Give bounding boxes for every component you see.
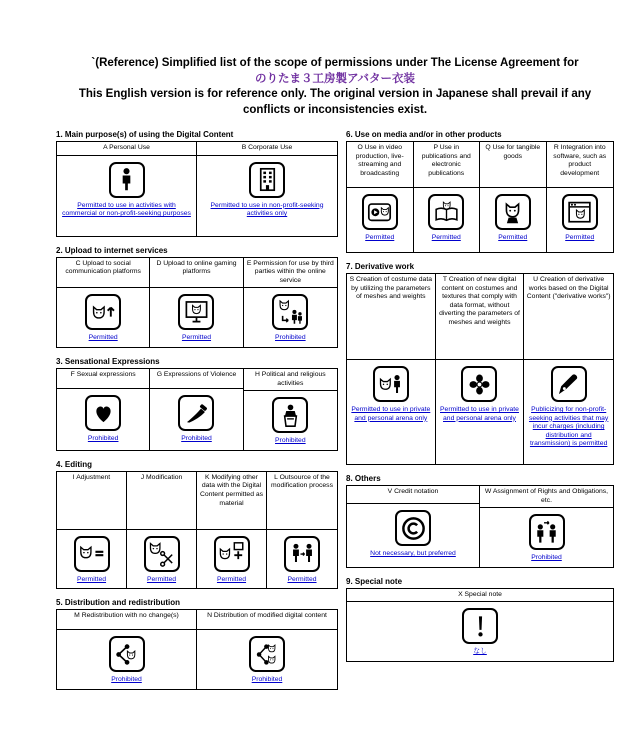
cell-k-material: [197, 472, 267, 589]
cell-m-redistribution: [57, 610, 197, 689]
cell-t-status: Permitted to use in private and personal arena only: [440, 406, 519, 422]
section-title: 9. Special note: [346, 576, 403, 586]
section-derivative-work: [346, 262, 614, 465]
cell-s-status: Permitted to use in private and personal arena only: [351, 406, 431, 422]
cell-v-credit: [347, 486, 480, 567]
cell-o-header: O Use in video production, live-streaming and broadcasting: [347, 142, 413, 188]
cat-equals-icon: [74, 536, 110, 572]
cell-a-header: A Personal Use: [57, 142, 196, 156]
cell-h-header: H Political and religious activities: [244, 369, 337, 391]
cell-u-derivative-works: [524, 274, 613, 464]
copyright-icon: [395, 510, 431, 546]
knife-icon: [178, 395, 214, 431]
cell-k-header: K Modifying other data with the Digital Content permitted as material: [197, 472, 266, 530]
cell-i-adjustment: [57, 472, 127, 589]
cell-x-header: X Special note: [347, 589, 613, 603]
cell-l-header: L Outsource of the modification process: [267, 472, 337, 530]
person-icon: [109, 162, 145, 198]
cell-w-status: Prohibited: [531, 554, 562, 562]
right-column: [346, 130, 614, 671]
cell-v-status: Not necessary, but preferred: [370, 550, 456, 557]
cell-a-personal-use: [57, 142, 197, 236]
section-editing: [56, 460, 338, 590]
video-play-cat-icon: [362, 194, 398, 230]
section-main-purpose: [56, 130, 338, 237]
cell-p-header: P Use in publications and electronic publications: [414, 142, 480, 188]
cell-t-header: T Creation of new digital content on costumes and textures that comply with data format, without diverting the parameters of meshes and weights: [436, 274, 524, 360]
cell-d-gaming-upload: [150, 258, 243, 347]
document-title: [56, 56, 614, 118]
section-title: 3. Sensational Expressions: [56, 356, 160, 366]
podium-speaker-icon: [272, 397, 308, 433]
section-title: 1. Main purpose(s) of using the Digital Content: [56, 130, 234, 139]
cell-x-special-note: [347, 589, 613, 661]
cell-v-header: V Credit notation: [347, 486, 479, 504]
cell-s-header: S Creation of costume data by utilizing the parameters of meshes and weights: [347, 274, 435, 360]
cell-f-status: Prohibited: [87, 434, 119, 442]
cell-t-new-content: [436, 274, 525, 464]
cell-h-political: [244, 369, 337, 450]
cell-o-video: [347, 142, 414, 252]
cell-n-status: Prohibited: [251, 676, 283, 684]
section-title: 4. Editing: [56, 459, 92, 469]
cell-p-publications: [414, 142, 481, 252]
cell-q-status: Permitted: [498, 234, 528, 241]
section-title: 7. Derivative work: [346, 262, 415, 271]
cell-p-status: Permitted: [431, 234, 461, 241]
cell-u-header: U Creation of derivative works based on the Digital Content ("derivative works"): [524, 274, 613, 360]
section-media-use: [346, 130, 614, 253]
section-title: 8. Others: [346, 474, 381, 483]
section-title: 2. Upload to internet services: [56, 245, 168, 255]
title-product-name: のりたま３工房製アバター衣装: [254, 72, 416, 85]
cell-g-violence: [150, 369, 243, 450]
costume-data-cat-icon: [373, 366, 409, 402]
outsource-people-icon: [284, 536, 320, 572]
cell-b-status: Permitted to use in non-profit-seeking activities only: [210, 201, 324, 218]
cell-c-social-upload: [57, 258, 150, 347]
cell-e-header: E Permission for use by third parties within the online service: [244, 258, 337, 289]
title-line-1: `(Reference) Simplified list of the scope of permissions under The License Agreement for: [91, 57, 579, 69]
heart-icon: [85, 395, 121, 431]
cell-r-status: Permitted: [565, 234, 595, 241]
section-sensational: [56, 357, 338, 451]
rights-transfer-icon: [529, 514, 565, 550]
cell-g-header: G Expressions of Violence: [150, 369, 242, 389]
cell-m-status: Prohibited: [111, 676, 142, 684]
section-title: 5. Distribution and redistribution: [56, 598, 180, 608]
section-upload: [56, 246, 338, 348]
cell-j-modification: [127, 472, 197, 589]
section-title: 6. Use on media and/or in other products: [346, 130, 502, 139]
cell-w-rights-assignment: [480, 486, 613, 567]
cell-g-status: Prohibited: [181, 434, 212, 442]
cell-f-sexual: [57, 369, 150, 450]
cell-i-header: I Adjustment: [57, 472, 126, 530]
section-distribution: [56, 598, 338, 690]
cell-o-status: Permitted: [365, 234, 395, 241]
cat-scissors-icon: [144, 536, 180, 572]
share-cat-icon: [109, 636, 145, 672]
cell-f-header: F Sexual expressions: [57, 369, 149, 389]
cell-j-status: Permitted: [146, 575, 177, 583]
cell-h-status: Prohibited: [275, 437, 306, 445]
software-window-cat-icon: [562, 194, 598, 230]
cell-a-status: Permitted to use in activities with commercial or non-profit-seeking purposes: [62, 201, 191, 218]
cell-e-status: Prohibited: [275, 334, 306, 342]
cell-n-modified-distribution: [197, 610, 337, 689]
pen-icon: [551, 366, 587, 402]
cell-r-header: R Integration into software, such as product development: [547, 142, 614, 188]
exclamation-icon: [462, 608, 498, 644]
book-cat-icon: [428, 194, 464, 230]
cell-q-header: Q Use for tangible goods: [480, 142, 546, 188]
cell-r-software: [547, 142, 614, 252]
flower-icon: [461, 366, 497, 402]
goods-cat-icon: [495, 194, 531, 230]
cell-c-status: Permitted: [88, 333, 118, 341]
cell-i-status: Permitted: [76, 575, 107, 583]
cell-b-corporate-use: [197, 142, 337, 236]
cell-d-status: Permitted: [181, 333, 212, 341]
cell-w-header: W Assignment of Rights and Obligations, etc.: [480, 486, 613, 508]
cell-u-status: Publicizing for non-profit-seeking activities that may incur charges (including distribution and transmission) is permitted: [528, 406, 609, 448]
monitor-cat-icon: [178, 294, 214, 330]
title-disclaimer: This English version is for reference only. The original version in Japanese shall prevail if any conflicts or inconsistencies exist.: [78, 88, 592, 116]
cell-m-header: M Redistribution with no change(s): [57, 610, 196, 630]
cell-c-header: C Upload to social communication platforms: [57, 258, 149, 288]
cell-x-status: なし: [473, 648, 487, 656]
third-party-cat-icon: [272, 294, 308, 330]
section-others: [346, 474, 614, 568]
cell-l-outsource: [267, 472, 337, 589]
section-special-note: [346, 577, 614, 662]
cell-k-status: Permitted: [216, 575, 247, 583]
cat-upload-icon: [85, 294, 121, 330]
cell-e-third-party-use: [244, 258, 337, 347]
cell-j-header: J Modification: [127, 472, 196, 530]
building-icon: [249, 162, 285, 198]
cell-l-status: Permitted: [287, 575, 317, 583]
cell-d-header: D Upload to online gaming platforms: [150, 258, 242, 288]
cell-s-costume-data: [347, 274, 436, 464]
cell-b-header: B Corporate Use: [197, 142, 337, 156]
share-two-cats-icon: [249, 636, 285, 672]
left-column: [56, 130, 338, 699]
cat-material-icon: [214, 536, 250, 572]
cell-n-header: N Distribution of modified digital content: [197, 610, 337, 630]
cell-q-tangible-goods: [480, 142, 547, 252]
